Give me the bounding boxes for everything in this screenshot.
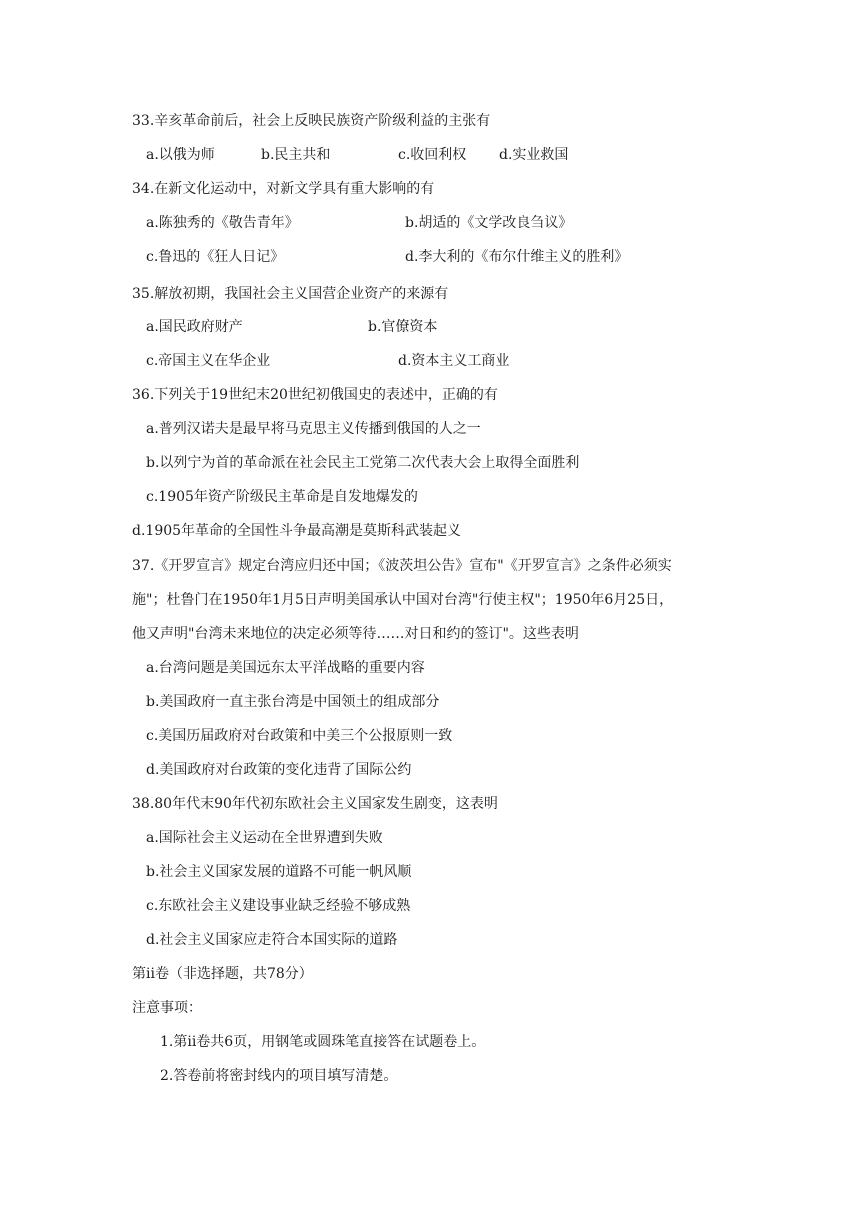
question-36-option-a: a.普列汉诺夫是最早将马克思主义传播到俄国的人之一 (146, 421, 481, 437)
question-35-option-b: b.官僚资本 (368, 319, 438, 335)
question-37-option-a: a.台湾问题是美国远东太平洋战略的重要内容 (146, 660, 425, 676)
question-38-option-d: d.社会主义国家应走符合本国实际的道路 (146, 932, 398, 948)
notice-item-1: 1.第ii卷共6页，用钢笔或圆珠笔直接答在试题卷上。 (160, 1034, 486, 1050)
question-34-option-b: b.胡适的《文学改良刍议》 (405, 215, 573, 231)
question-33-option-d: d.实业救国 (499, 147, 569, 163)
question-36-option-d: d.1905年革命的全国性斗争最高潮是莫斯科武装起义 (132, 523, 462, 539)
question-37-stem-line-2: 施"；杜鲁门在1950年1月5日声明美国承认中国对台湾"行使主权"；1950年6月25日， (132, 592, 674, 608)
question-33-stem: 33.辛亥革命前后，社会上反映民族资产阶级利益的主张有 (132, 113, 491, 129)
question-35-option-a: a.国民政府财产 (146, 319, 243, 335)
question-33-option-b: b.民主共和 (261, 147, 331, 163)
question-37-option-b: b.美国政府一直主张台湾是中国领土的组成部分 (146, 694, 440, 710)
section-title: 第ii卷（非选择题，共78分） (132, 966, 313, 982)
question-38-option-b: b.社会主义国家发展的道路不可能一帆风顺 (146, 864, 412, 880)
question-36-stem: 36.下列关于19世纪末20世纪初俄国史的表述中，正确的有 (132, 387, 498, 403)
question-36-option-b: b.以列宁为首的革命派在社会民主工党第二次代表大会上取得全面胜利 (146, 455, 580, 471)
question-33-option-c: c.收回利权 (398, 147, 467, 163)
question-37-option-c: c.美国历届政府对台政策和中美三个公报原则一致 (146, 728, 453, 744)
notice-title: 注意事项： (132, 1000, 202, 1016)
question-33-option-a: a.以俄为师 (146, 147, 215, 163)
question-35-stem: 35.解放初期，我国社会主义国营企业资产的来源有 (132, 286, 449, 302)
question-34-stem: 34.在新文化运动中，对新文学具有重大影响的有 (132, 181, 435, 197)
question-35-option-d: d.资本主义工商业 (398, 353, 510, 369)
notice-item-2: 2.答卷前将密封线内的项目填写清楚。 (160, 1068, 398, 1084)
question-38-option-c: c.东欧社会主义建设事业缺乏经验不够成熟 (146, 898, 411, 914)
question-38-option-a: a.国际社会主义运动在全世界遭到失败 (146, 830, 383, 846)
question-37-stem-line-3: 他又声明"台湾未来地位的决定必须等待……对日和约的签订"。这些表明 (132, 626, 579, 642)
question-38-stem: 38.80年代末90年代初东欧社会主义国家发生剧变，这表明 (132, 796, 498, 812)
question-34-option-a: a.陈独秀的《敬告青年》 (146, 215, 299, 231)
question-37-stem-line-1: 37.《开罗宣言》规定台湾应归还中国；《波茨坦公告》宣布"《开罗宣言》之条件必须实 (132, 558, 672, 574)
question-37-option-d: d.美国政府对台政策的变化违背了国际公约 (146, 762, 412, 778)
question-35-option-c: c.帝国主义在华企业 (146, 353, 271, 369)
question-36-option-c: c.1905年资产阶级民主革命是自发地爆发的 (146, 489, 418, 505)
question-34-option-c: c.鲁迅的《狂人日记》 (146, 249, 285, 265)
question-34-option-d: d.李大利的《布尔什维主义的胜利》 (405, 249, 629, 265)
